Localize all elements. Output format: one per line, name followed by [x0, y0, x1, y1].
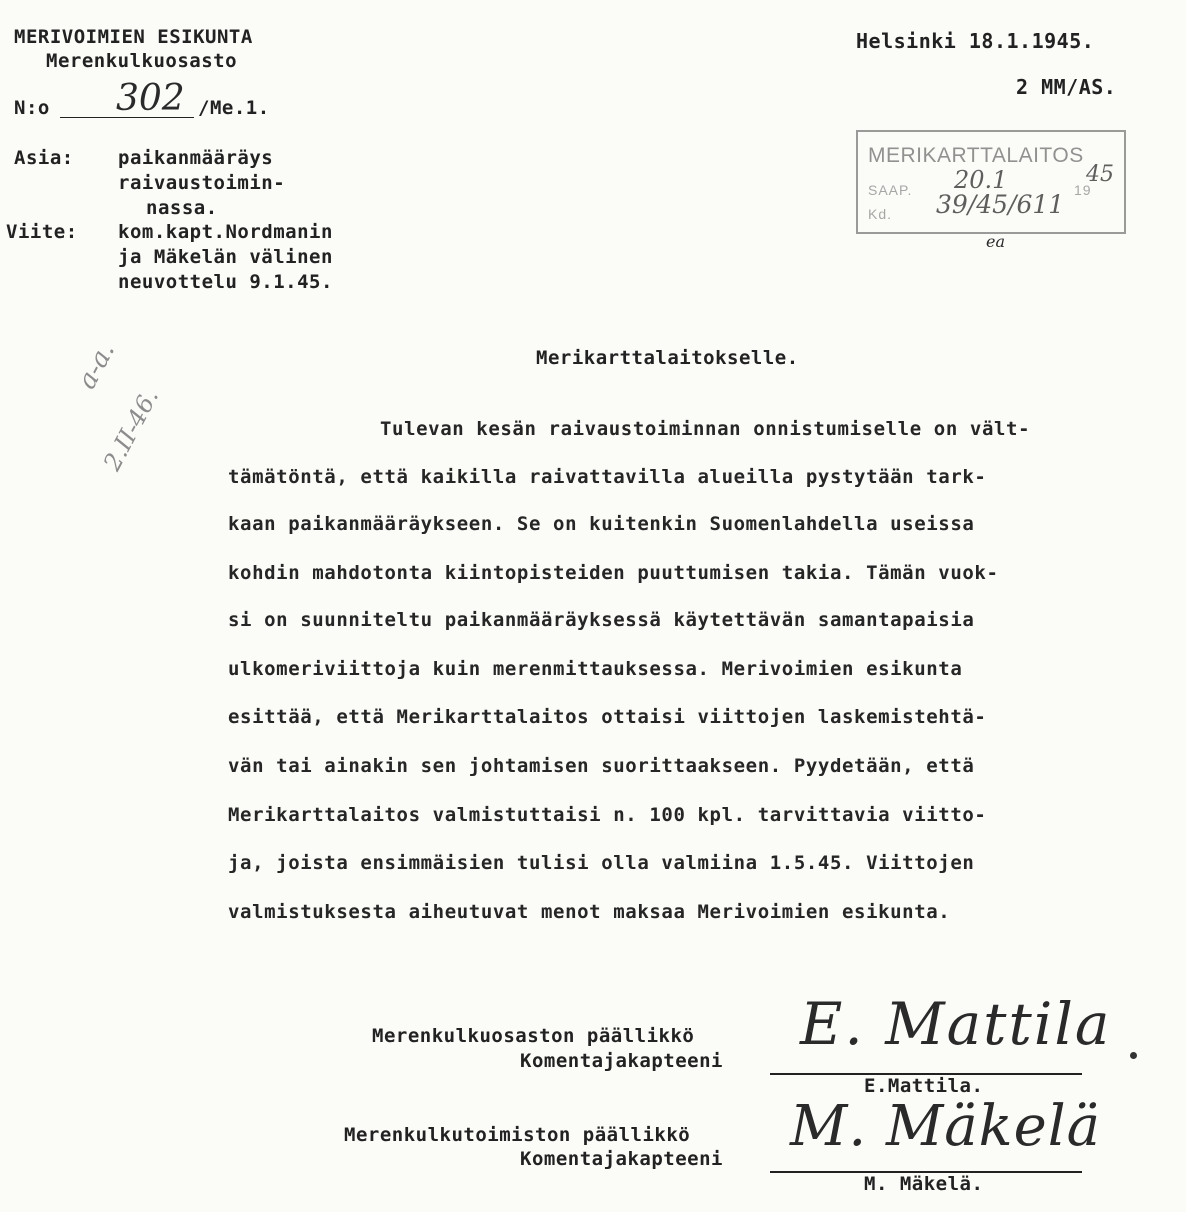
body-line: vän tai ainakin sen johtamisen suorittaakseen. Pyydetään, että: [228, 755, 975, 777]
stamp-initials: ea: [986, 232, 1006, 251]
stamp-title: MERIKARTTALAITOS: [868, 144, 1084, 167]
handwritten-signature: E. Mattila: [800, 990, 1112, 1058]
stamp-date-handwritten: 20.1: [954, 166, 1008, 194]
viite-line: neuvottelu 9.1.45.: [118, 271, 333, 293]
body-line: esittää, että Merikarttalaitos ottaisi viittojen laskemistehtä-: [228, 706, 987, 728]
stamp-kd-label: Kd.: [868, 206, 893, 222]
org-department: Merenkulkuosasto: [46, 50, 238, 72]
asia-label: Asia:: [14, 147, 74, 169]
signer1-title: Merenkulkuosaston päällikkö: [372, 1025, 695, 1047]
signer2-rank: Komentajakapteeni: [520, 1148, 723, 1170]
stamp-saap-label: SAAP.: [868, 182, 913, 198]
stamp-year-handwritten: 45: [1086, 162, 1114, 187]
viite-line: kom.kapt.Nordmanin: [118, 221, 333, 243]
body-line: ja, joista ensimmäisien tulisi olla valmiina 1.5.45. Viittojen: [228, 852, 975, 874]
handwritten-signature: M. Mäkelä: [790, 1094, 1102, 1159]
signature-dot: [1130, 1052, 1137, 1059]
body-line: valmistuksesta aiheutuvat menot maksaa Merivoimien esikunta.: [228, 901, 951, 923]
viite-label: Viite:: [6, 221, 78, 243]
addressee: Merikarttalaitokselle.: [536, 347, 799, 369]
signer1-name: E.Mattila.: [864, 1075, 984, 1097]
signer1-rank: Komentajakapteeni: [520, 1050, 723, 1072]
reference-code: 2 MM/AS.: [1016, 75, 1117, 99]
handwritten-number: 302: [116, 78, 185, 119]
body-line: kohdin mahdotonta kiintopisteiden puuttumisen takia. Tämän vuok-: [228, 562, 999, 584]
asia-line: nassa.: [146, 197, 218, 219]
place-date: Helsinki 18.1.1945.: [856, 29, 1095, 53]
receipt-stamp: [856, 130, 1126, 234]
org-name: MERIVOIMIEN ESIKUNTA: [14, 26, 253, 48]
asia-line: raivaustoimin-: [118, 172, 286, 194]
viite-line: ja Mäkelän välinen: [118, 246, 333, 268]
stamp-kd-handwritten: 39/45/611: [936, 190, 1065, 219]
body-line: tämätöntä, että kaikilla raivattavilla alueilla pystytään tark-: [228, 466, 987, 488]
number-prefix: N:o: [14, 97, 50, 119]
margin-note: 2.II-46.: [98, 384, 165, 476]
stamp-printed-year: 19: [1074, 182, 1092, 198]
body-line: Tulevan kesän raivaustoiminnan onnistumiselle on vält-: [380, 418, 1031, 440]
body-line: Merikarttalaitos valmistuttaisi n. 100 kpl. tarvittavia viitto-: [228, 804, 987, 826]
signer2-name: M. Mäkelä.: [864, 1173, 984, 1195]
body-line: kaan paikanmääräykseen. Se on kuitenkin Suomenlahdella useissa: [228, 513, 975, 535]
number-suffix: /Me.1.: [198, 97, 270, 119]
margin-note: a-a.: [72, 337, 122, 395]
asia-line: paikanmääräys: [118, 147, 274, 169]
body-line: si on suunniteltu paikanmääräyksessä käytettävän samantapaisia: [228, 609, 975, 631]
body-line: ulkomeriviittoja kuin merenmittauksessa. Merivoimien esikunta: [228, 658, 963, 680]
signer2-title: Merenkulkutoimiston päällikkö: [344, 1124, 691, 1146]
